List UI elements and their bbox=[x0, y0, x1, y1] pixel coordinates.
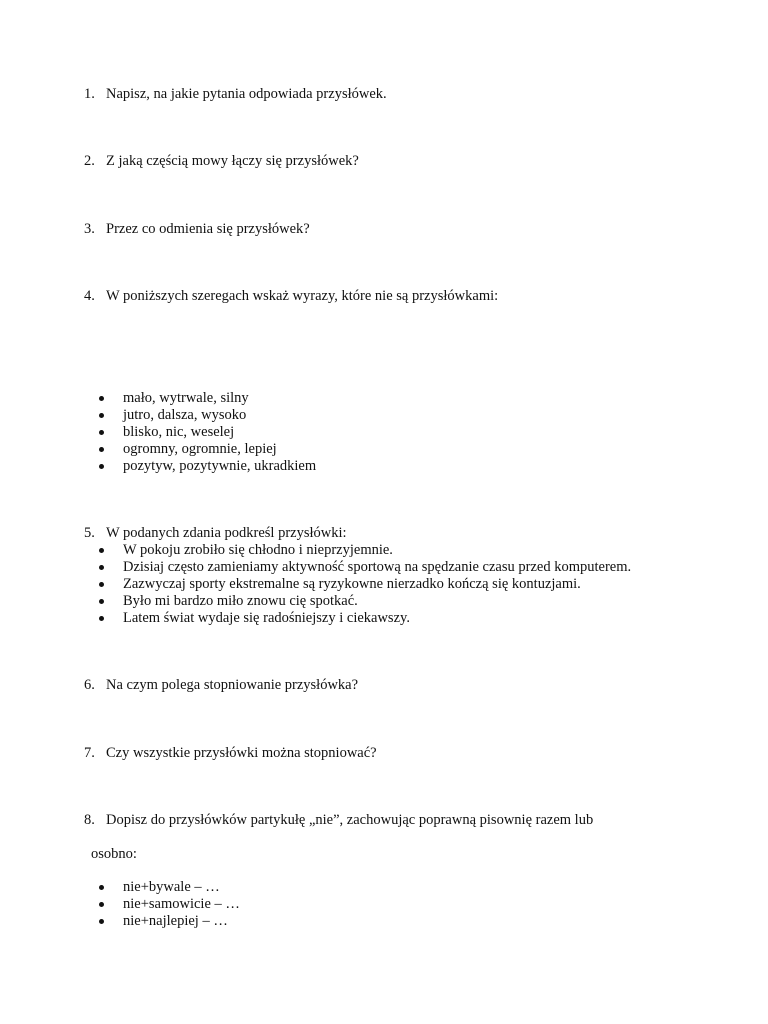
question-number: 8. bbox=[84, 812, 95, 828]
question-text: Przez co odmienia się przysłówek? bbox=[106, 221, 310, 237]
question-number: 4. bbox=[84, 288, 95, 304]
question-5 bbox=[84, 525, 347, 542]
question-number: 3. bbox=[84, 221, 95, 237]
list-item: Latem świat wydaje się radośniejszy i ciekawszy. bbox=[0, 610, 631, 627]
question-6 bbox=[84, 677, 358, 694]
list-item: mało, wytrwale, silny bbox=[0, 390, 316, 407]
bullet-icon bbox=[99, 599, 104, 604]
question-number: 7. bbox=[84, 745, 95, 761]
question-text: Napisz, na jakie pytania odpowiada przysłówek. bbox=[106, 86, 387, 102]
question-1 bbox=[84, 86, 387, 103]
bullet-icon bbox=[99, 565, 104, 570]
question-text: Z jaką częścią mowy łączy się przysłówek? bbox=[106, 153, 359, 169]
bullet-icon bbox=[99, 902, 104, 907]
question-8 bbox=[84, 812, 593, 829]
question-3 bbox=[84, 221, 310, 238]
question-4-list bbox=[0, 390, 316, 475]
question-text: Dopisz do przysłówków partykułę „nie”, zachowując poprawną pisownię razem lub bbox=[106, 812, 594, 828]
bullet-icon bbox=[99, 548, 104, 553]
bullet-icon bbox=[99, 919, 104, 924]
list-item: Dzisiaj często zamieniamy aktywność sportową na spędzanie czasu przed komputerem. bbox=[0, 559, 631, 576]
list-item: Zazwyczaj sporty ekstremalne są ryzykowne nierzadko kończą się kontuzjami. bbox=[0, 576, 631, 593]
question-4 bbox=[84, 288, 498, 305]
list-item: Było mi bardzo miło znowu cię spotkać. bbox=[0, 593, 631, 610]
bullet-icon bbox=[99, 413, 104, 418]
list-item: blisko, nic, weselej bbox=[0, 424, 316, 441]
question-number: 1. bbox=[84, 86, 95, 102]
question-number: 5. bbox=[84, 525, 95, 541]
bullet-icon bbox=[99, 582, 104, 587]
list-item: W pokoju zrobiło się chłodno i nieprzyjemnie. bbox=[0, 542, 631, 559]
question-number: 2. bbox=[84, 153, 95, 169]
list-item: jutro, dalsza, wysoko bbox=[0, 407, 316, 424]
question-text: W podanych zdania podkreśl przysłówki: bbox=[106, 525, 347, 541]
list-item: nie+samowicie – … bbox=[0, 896, 240, 913]
bullet-icon bbox=[99, 464, 104, 469]
bullet-icon bbox=[99, 396, 104, 401]
bullet-icon bbox=[99, 885, 104, 890]
question-2 bbox=[84, 153, 359, 170]
question-7 bbox=[84, 745, 377, 762]
question-text: Czy wszystkie przysłówki można stopniować? bbox=[106, 745, 377, 761]
list-item: nie+bywale – … bbox=[0, 879, 240, 896]
list-item: pozytyw, pozytywnie, ukradkiem bbox=[0, 458, 316, 475]
question-text: W poniższych szeregach wskaż wyrazy, które nie są przysłówkami: bbox=[106, 288, 499, 304]
question-5-list bbox=[0, 542, 631, 627]
question-8-list bbox=[0, 879, 240, 930]
question-text: Na czym polega stopniowanie przysłówka? bbox=[106, 677, 359, 693]
list-item: nie+najlepiej – … bbox=[0, 913, 240, 930]
bullet-icon bbox=[99, 447, 104, 452]
question-number: 6. bbox=[84, 677, 95, 693]
list-item: ogromny, ogromnie, lepiej bbox=[0, 441, 316, 458]
bullet-icon bbox=[99, 430, 104, 435]
bullet-icon bbox=[99, 616, 104, 621]
question-8-continuation: osobno: bbox=[91, 846, 137, 862]
